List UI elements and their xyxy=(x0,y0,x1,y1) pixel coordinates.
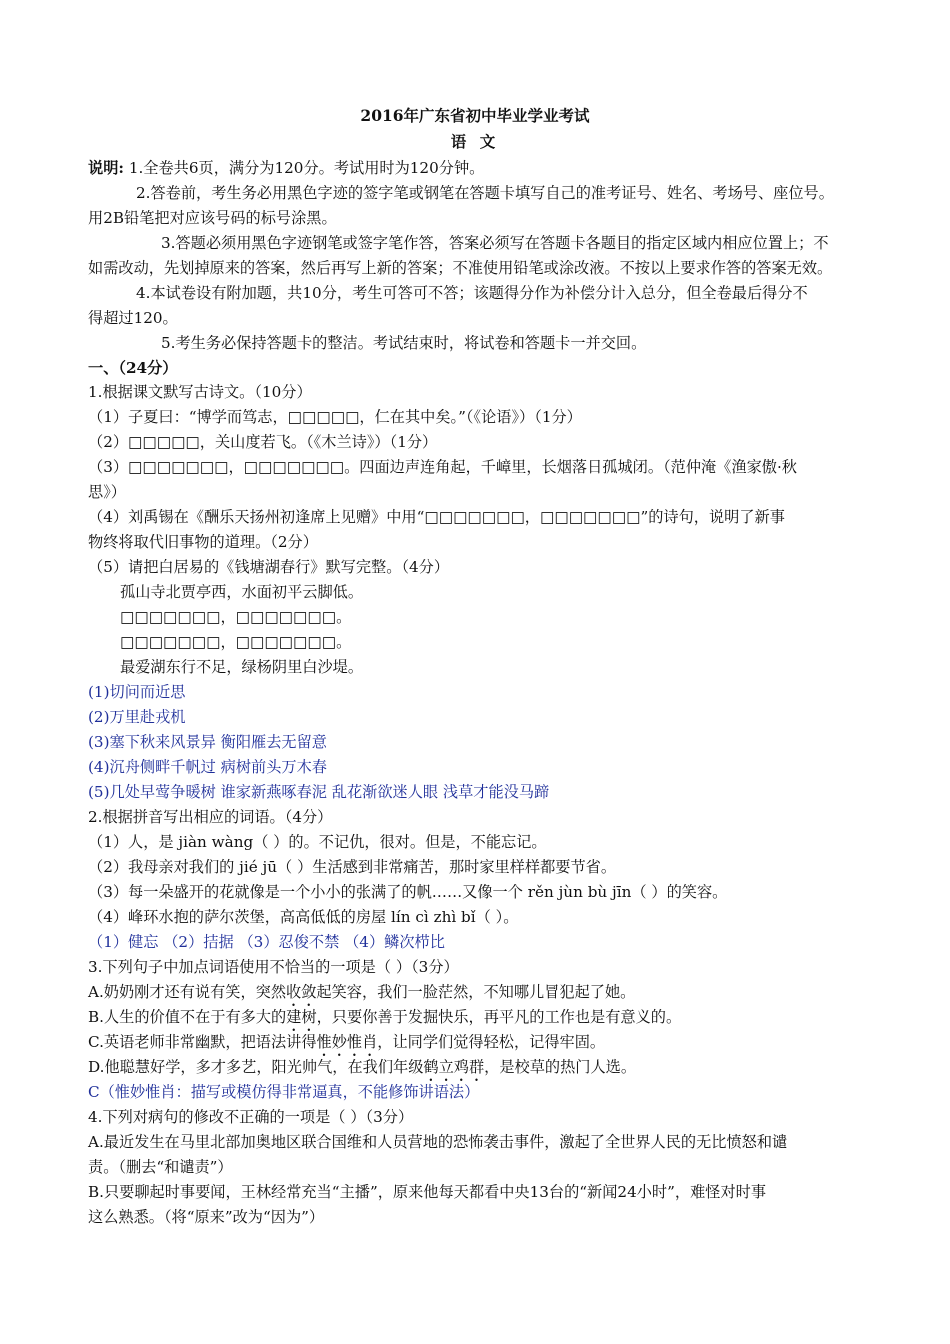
instruction-1 xyxy=(88,158,484,178)
q3-answer: C（惟妙惟肖：描写或模仿得非常逼真，不能修饰讲语法） xyxy=(88,1083,480,1101)
q2-answer: （1）健忘 （2）拮据 （3）忍俊不禁 （4）鳞次栉比 xyxy=(88,933,445,951)
q1-part4-line1: （4）刘禹锡在《酬乐天扬州初逢席上见赠》中用“□□□□□□□，□□□□□□□”的诗句，说明了新事 xyxy=(88,508,785,526)
q1-part3-line2: 思》） xyxy=(88,483,126,501)
q1-stem: 1.根据课文默写古诗文。（10分） xyxy=(88,383,312,401)
q1-answer-5: (5)几处早莺争暖树 谁家新燕啄春泥 乱花渐欲迷人眼 浅草才能没马蹄 xyxy=(88,783,550,801)
instruction-4-line2: 得超过120。 xyxy=(88,309,178,327)
poem-line-3: □□□□□□□，□□□□□□□。 xyxy=(120,633,352,651)
q3-a-dotted: 收敛 xyxy=(286,983,317,1001)
q1-answer-4: (4)沉舟侧畔千帆过 病树前头万木春 xyxy=(88,758,327,776)
q4-option-a-line1: A.最近发生在马里北部加奥地区联合国维和人员营地的恐怖袭击事件，激起了全世界人民的无比愤怒和谴 xyxy=(88,1133,788,1151)
poem-line-1: 孤山寺北贾亭西，水面初平云脚低。 xyxy=(120,583,363,601)
q4-option-b-line2: 这么熟悉。（将“原来”改为“因为”） xyxy=(88,1208,325,1226)
q2-part3: （3）每一朵盛开的花就像是一个小小的张满了的帆……又像一个 rěn jùn bù jīn（ ）的笑容。 xyxy=(88,883,728,901)
subject-title: 语 文 xyxy=(450,132,500,151)
instruction-2-line1: 2.答卷前，考生务必用黑色字迹的签字笔或钢笔在答题卡填写自己的准考证号、姓名、考场号、座位号。 xyxy=(136,184,834,202)
q3-stem: 3.下列句子中加点词语使用不恰当的一项是（ ）（3分） xyxy=(88,958,459,976)
instruction-5: 5.考生务必保持答题卡的整洁。考试结束时，将试卷和答题卡一并交回。 xyxy=(161,334,647,352)
q3-c-dotted: 惟妙惟肖 xyxy=(316,1033,378,1051)
q1-part3-line1: （3）□□□□□□□，□□□□□□□。四面边声连角起，千嶂里，长烟落日孤城闭。（范仲淹《渔家傲·秋 xyxy=(88,458,797,476)
q4-option-a-line2: 责。（删去“和谴责”） xyxy=(88,1158,233,1176)
instruction-3-line1: 3.答题必须用黑色字迹钢笔或签字笔作答，答案必须写在答题卡各题目的指定区域内相应位置上；不 xyxy=(161,234,829,252)
poem-line-2: □□□□□□□，□□□□□□□。 xyxy=(120,608,352,626)
q3-c-post: ，让同学们觉得轻松，记得牢固。 xyxy=(377,1033,606,1051)
q3-option-d xyxy=(88,1057,636,1085)
instruction-3-line2: 如需改动，先划掉原来的答案，然后再写上新的答案；不准使用铅笔或涂改液。不按以上要求作答的答案无效。 xyxy=(88,259,833,277)
instruction-2-line2: 用2B铅笔把对应该号码的标号涂黑。 xyxy=(88,209,337,227)
q4-option-b-line1: B.只要聊起时事要闻，王林经常充当“主播”，原来他每天都看中央13台的“新闻24小时”，难怪对时事 xyxy=(88,1183,767,1201)
q2-part2: （2）我母亲对我们的 jié jū（ ）生活感到非常痛苦，那时家里样样都要节省。 xyxy=(88,858,617,876)
q1-part1: （1）子夏曰：“博学而笃志，□□□□□，仁在其中矣。”（《论语》）（1分） xyxy=(88,408,582,426)
instruction-1-text: 1.全卷共6页，满分为120分。考试用时为120分钟。 xyxy=(128,159,485,177)
q3-b-dotted: 建树 xyxy=(286,1008,317,1026)
q3-d-pre: D.他聪慧好学，多才多艺，阳光帅气，在我们年级 xyxy=(88,1058,424,1076)
q3-option-a xyxy=(88,982,635,1010)
q1-answer-1: (1)切问而近思 xyxy=(88,683,186,701)
q3-option-c xyxy=(88,1032,605,1060)
q3-d-post: ，是校草的热门人选。 xyxy=(484,1058,637,1076)
q3-a-pre: A.奶奶刚才还有说有笑，突然 xyxy=(88,983,287,1001)
q3-b-pre: B.人生的价值不在于有多大的 xyxy=(88,1008,287,1026)
q1-part4-line2: 物终将取代旧事物的道理。（2分） xyxy=(88,533,318,551)
q3-option-b xyxy=(88,1007,681,1035)
q1-answer-2: (2)万里赴戎机 xyxy=(88,708,186,726)
poem-line-4: 最爱湖东行不足，绿杨阴里白沙堤。 xyxy=(120,658,363,676)
q3-b-post: ，只要你善于发掘快乐，再平凡的工作也是有意义的。 xyxy=(316,1008,682,1026)
q1-part2: （2）□□□□□，关山度若飞。（《木兰诗》）（1分） xyxy=(88,433,438,451)
q2-stem: 2.根据拼音写出相应的词语。（4分） xyxy=(88,808,333,826)
q2-part4: （4）峰环水抱的萨尔茨堡，高高低低的房屋 lín cì zhì bǐ（ ）。 xyxy=(88,908,519,926)
instruction-4-line1: 4.本试卷设有附加题，共10分，考生可答可不答；该题得分作为补偿分计入总分，但全卷最后得分不 xyxy=(136,284,808,302)
q1-answer-3: (3)塞下秋来风景异 衡阳雁去无留意 xyxy=(88,733,327,751)
instructions-label: 说明: xyxy=(88,159,124,177)
q3-a-post: 起笑容，我们一脸茫然，不知哪儿冒犯起了她。 xyxy=(316,983,636,1001)
q1-part5: （5）请把白居易的《钱塘湖春行》默写完整。（4分） xyxy=(88,558,450,576)
exam-title: 2016年广东省初中毕业学业考试 xyxy=(360,106,590,125)
q3-d-dotted: 鹤立鸡群 xyxy=(423,1058,485,1076)
section-heading: 一、（24分） xyxy=(88,359,178,377)
q2-part1: （1）人，是 jiàn wàng（ ）的。不记仇，很对。但是，不能忘记。 xyxy=(88,833,547,851)
q3-c-pre: C.英语老师非常幽默，把语法讲得 xyxy=(88,1033,317,1051)
q4-stem: 4.下列对病句的修改不正确的一项是（ ）（3分） xyxy=(88,1108,414,1126)
